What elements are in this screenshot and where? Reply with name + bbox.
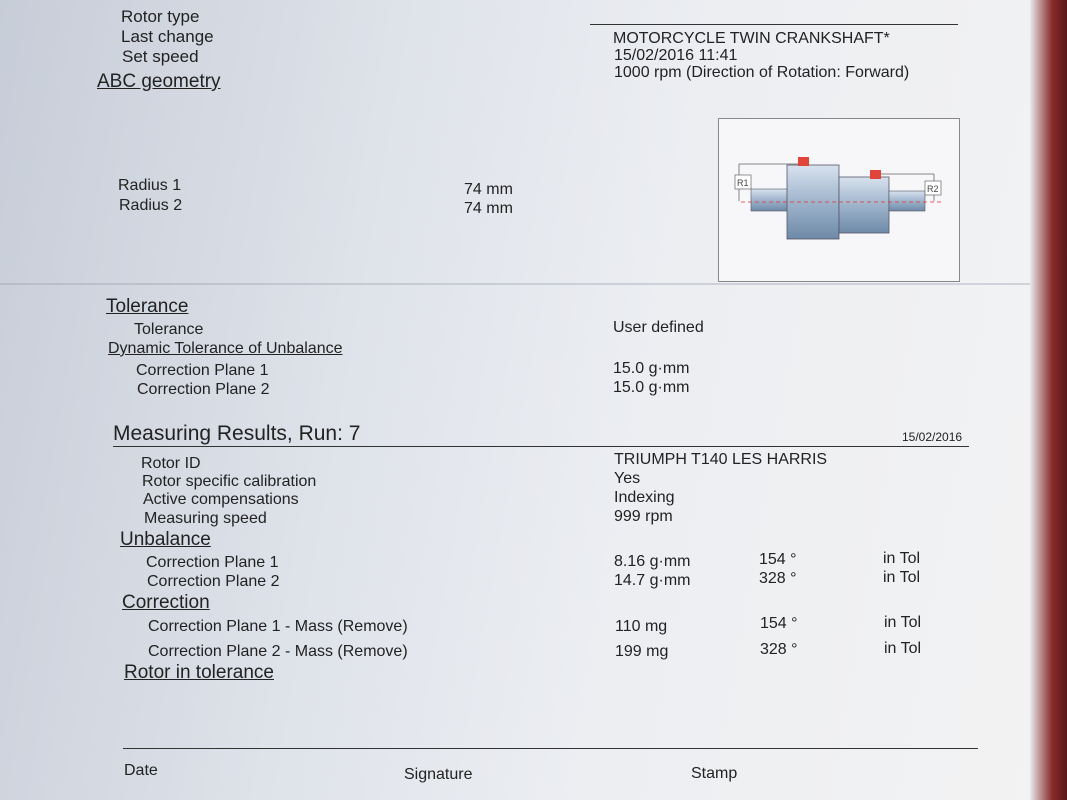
unbalance-row-status: in Tol xyxy=(883,569,921,586)
measuring-speed-label: Measuring speed xyxy=(144,510,267,527)
correction-row-value: 199 mg xyxy=(615,643,669,660)
tolerance-value: User defined xyxy=(613,319,704,336)
weight-marker-plane2-icon xyxy=(870,170,881,179)
rotor-geometry-figure xyxy=(718,118,960,282)
background-edge xyxy=(1030,0,1067,800)
results-date: 15/02/2016 xyxy=(902,430,963,444)
calibration-label: Rotor specific calibration xyxy=(142,473,317,490)
compensations-value: Indexing xyxy=(614,489,675,506)
correction-heading: Correction xyxy=(122,592,210,613)
measuring-speed-value: 999 rpm xyxy=(614,508,673,525)
figure-r2-label: R2 xyxy=(927,184,939,194)
unbalance-row-value: 14.7 g·mm xyxy=(614,572,691,589)
tolerance-plane2-label: Correction Plane 2 xyxy=(137,381,270,398)
correction-row-angle: 328 ° xyxy=(760,641,798,658)
unbalance-row-status: in Tol xyxy=(883,550,921,567)
tolerance-label: Tolerance xyxy=(134,321,204,338)
footer-rule xyxy=(123,748,978,749)
dynamic-tolerance-heading: Dynamic Tolerance of Unbalance xyxy=(108,340,343,357)
radius1-value: 74 mm xyxy=(464,181,513,198)
last-change-value: 15/02/2016 11:41 xyxy=(614,47,738,64)
rotor-type-value: MOTORCYCLE TWIN CRANKSHAFT* xyxy=(613,30,890,47)
paper-fold xyxy=(0,283,1058,285)
geometry-heading: ABC geometry xyxy=(97,71,221,92)
correction-row-status: in Tol xyxy=(884,640,922,657)
unbalance-heading: Unbalance xyxy=(120,529,211,550)
unbalance-row-angle: 328 ° xyxy=(759,570,797,587)
footer-signature-label: Signature xyxy=(404,766,473,783)
weight-marker-plane1-icon xyxy=(798,157,809,166)
calibration-value: Yes xyxy=(614,470,641,487)
rotor-id-value: TRIUMPH T140 LES HARRIS xyxy=(614,451,828,468)
header-rule xyxy=(590,24,958,25)
correction-row-value: 110 mg xyxy=(615,618,668,635)
rotor-type-label: Rotor type xyxy=(121,7,200,26)
compensations-label: Active compensations xyxy=(143,491,299,508)
figure-r1-label: R1 xyxy=(737,178,749,188)
tolerance-heading: Tolerance xyxy=(106,296,189,317)
results-heading: Measuring Results, Run: 7 xyxy=(113,422,361,445)
unbalance-row-label: Correction Plane 2 xyxy=(147,573,280,590)
crankshaft-diagram xyxy=(719,119,959,281)
correction-row-label: Correction Plane 2 - Mass (Remove) xyxy=(148,643,408,660)
unbalance-row-value: 8.16 g·mm xyxy=(614,553,691,570)
rotor-id-label: Rotor ID xyxy=(141,455,201,472)
unbalance-row-label: Correction Plane 1 xyxy=(146,554,279,571)
verdict-text: Rotor in tolerance xyxy=(124,662,274,683)
correction-row-label: Correction Plane 1 - Mass (Remove) xyxy=(148,618,408,635)
results-rule xyxy=(113,446,969,447)
radius2-value: 74 mm xyxy=(464,200,513,217)
set-speed-label: Set speed xyxy=(122,47,199,66)
tolerance-plane1-value: 15.0 g·mm xyxy=(613,360,690,377)
footer-date-label: Date xyxy=(124,762,158,779)
radius2-label: Radius 2 xyxy=(119,197,183,214)
set-speed-value: 1000 rpm (Direction of Rotation: Forward) xyxy=(614,64,910,81)
footer-stamp-label: Stamp xyxy=(691,765,738,782)
correction-row-status: in Tol xyxy=(884,614,922,631)
radius1-label: Radius 1 xyxy=(118,177,182,194)
tolerance-plane2-value: 15.0 g·mm xyxy=(613,379,690,396)
unbalance-row-angle: 154 ° xyxy=(759,551,797,568)
tolerance-plane1-label: Correction Plane 1 xyxy=(136,362,269,379)
correction-row-angle: 154 ° xyxy=(760,615,798,632)
last-change-label: Last change xyxy=(121,27,214,46)
